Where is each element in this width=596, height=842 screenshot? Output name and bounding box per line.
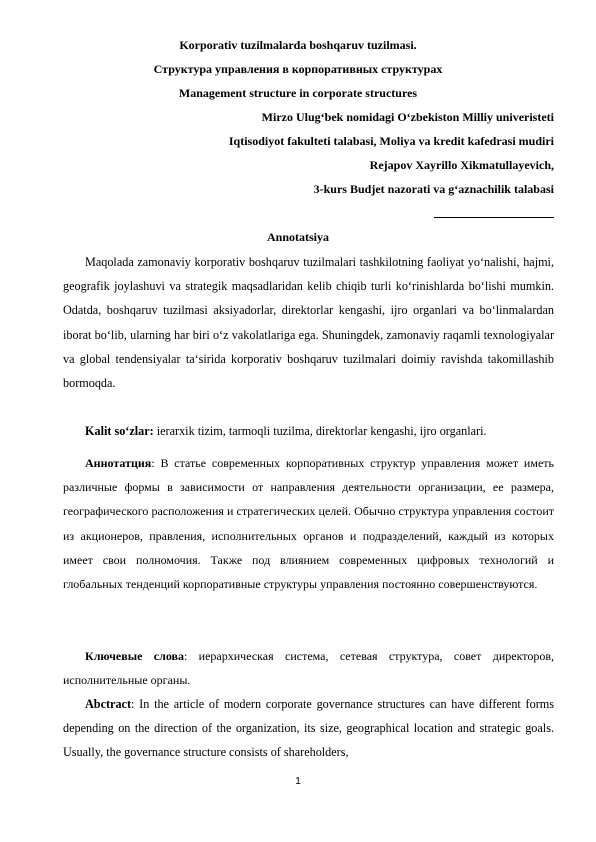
abstract-english-text: : In the article of modern corporate governance structures can have different forms depending on the direction of the organization, its size, geographical location and strategic goals. Usually, the governance structure consists of shareholders, <box>63 697 554 759</box>
signature-line <box>434 217 554 218</box>
abstract-english-label: Abctract <box>85 697 132 711</box>
author-affiliation-university: Mirzo Ulugʻbek nomidagi Oʻzbekiston Milliy univeristeti <box>261 110 554 124</box>
title-russian: Структура управления в корпоративных структурах <box>153 62 443 76</box>
author-affiliation-faculty: Iqtisodiyot fakulteti talabasi, Moliya va kredit kafedrasi mudiri <box>228 134 554 148</box>
abstract-russian-label: Аннотатция <box>85 456 152 470</box>
keywords-russian-label: Ключевые слова <box>85 649 184 663</box>
author-name: Rejapov Xayrillo Xikmatullayevich, <box>369 158 554 172</box>
author-position: 3-kurs Budjet nazorati va gʻaznachilik talabasi <box>313 182 554 196</box>
abstract-heading-uzbek: Annotatsiya <box>266 230 329 244</box>
abstract-uzbek <box>63 250 554 395</box>
keywords-russian-text: : иерархическая система, сетевая структура, совет директоров, исполнительные органы. <box>63 649 554 688</box>
keywords-russian <box>63 644 554 692</box>
page-number: 1 <box>295 776 301 787</box>
abstract-russian <box>63 451 554 596</box>
abstract-english <box>63 692 554 764</box>
keywords-uzbek <box>63 419 554 443</box>
title-uzbek: Korporativ tuzilmalarda boshqaruv tuzilmasi. <box>179 38 417 52</box>
abstract-uzbek-text: Maqolada zamonaviy korporativ boshqaruv tuzilmalari tashkilotning faoliyat yoʻnalishi, hajmi, geografik joylashuvi va strategik maqsadlaridan kelib chiqib turli koʻrinishlarda boʻlishi mumkin. Odatda, boshqaruv tuzilmasi aksiyadorlar, direktorlar kengashi, ijro organlari va boʻlinmalardan iborat boʻlib, ularning har biri oʻz vakolatlariga ega. Shuningdek, zamonaviy raqamli texnologiyalar va global tendensiyalar taʻsirida korporativ boshqaruv tuzilmalari doimiy ravishda takomillashib bormoqda. <box>63 255 554 391</box>
title-english: Management structure in corporate structures <box>178 86 418 100</box>
keywords-uzbek-label: Kalit soʻzlar: <box>85 424 154 438</box>
keywords-uzbek-text: ierarxik tizim, tarmoqli tuzilma, direktorlar kengashi, ijro organlari. <box>153 424 487 438</box>
abstract-russian-text: : В статье современных корпоративных структур управления может иметь различные формы в зависимости от направления деятельности организации, ее размера, географического расположения и стратегических целей. Обычно структура управления состоит из акционеров, правления, исполнительных органов и подразделений, каждый из которых имеет свои полномочия. Также под влиянием современных цифровых технологий и глобальных тенденций корпоративные структуры управления постоянно совершенствуются. <box>63 456 554 592</box>
